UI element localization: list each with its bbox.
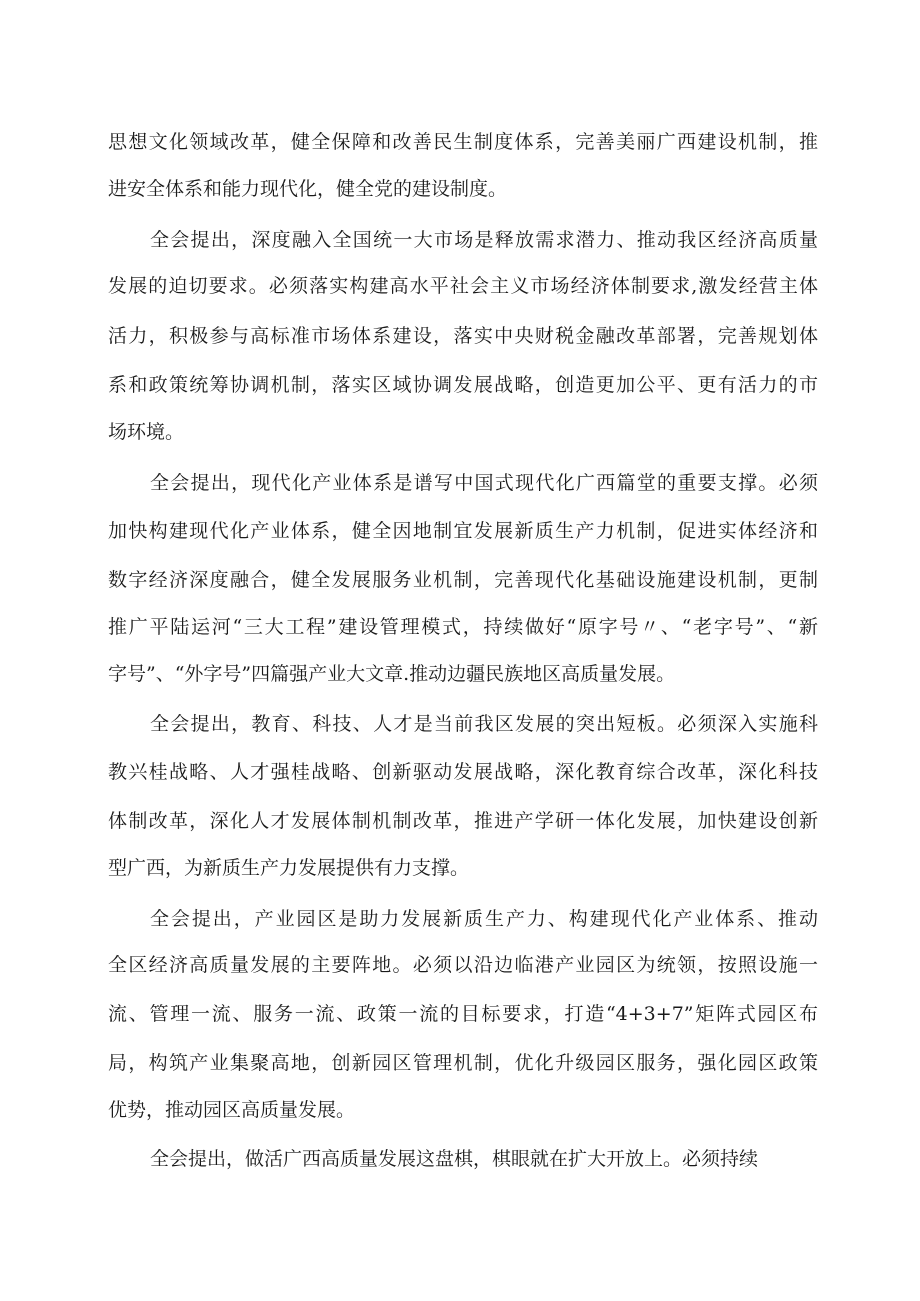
text-line: 型广西，为新质生产力发展提供有力支撑。 <box>108 857 470 879</box>
text-line: 发展的迫切要求。必须落实构建高水平社会主义市场经济体制要求,激发经营主体 <box>108 275 818 297</box>
text-line: 数字经济深度融合，健全发展服务业机制，完善现代化基础设施建设机制，更制 <box>108 569 818 591</box>
text-line: 活力，积极参与高标准市场体系建设，落实中央财税金融改革部署，完善规划体 <box>108 325 818 347</box>
text-line: 优势，推动园区高质量发展。 <box>108 1099 356 1121</box>
text-line: 加快构建现代化产业体系，健全因地制宜发展新质生产力机制，促进实体经济和 <box>108 520 818 542</box>
paragraph-start-line: 全会提出，教育、科技、人才是当前我区发展的突出短板。必须深入实施科 <box>150 713 818 735</box>
text-line: 思想文化领域改革，健全保障和改善民生制度体系，完善美丽广西建设机制，推 <box>108 131 818 153</box>
text-line: 系和政策统筹协调机制，落实区域协调发展战略，创造更加公平、更有活力的市 <box>108 374 818 396</box>
text-line: 字号”、“外字号”四篇强产业大文章.推动边疆民族地区高质量发展。 <box>108 663 676 685</box>
text-line: 进安全体系和能力现代化，健全党的建设制度。 <box>108 178 508 200</box>
text-line: 体制改革，深化人才发展体制机制改革，推进产学研一体化发展，加快建设创新 <box>108 810 818 832</box>
text-line: 教兴桂战略、人才强桂战略、创新驱动发展战略，深化教育综合改革，深化科技 <box>108 761 818 783</box>
text-line: 全区经济高质量发展的主要阵地。必须以沿边临港产业园区为统领，按照设施一 <box>108 954 818 976</box>
paragraph-start-line: 全会提出，深度融入全国统一大市场是释放需求潜力、推动我区经济高质量 <box>150 229 818 251</box>
text-line: 场环境。 <box>108 421 185 443</box>
text-line: 流、管理一流、服务一流、政策一流的目标要求，打造“4+3+7”矩阵式园区布 <box>108 1003 818 1025</box>
paragraph-start-line: 全会提出，产业园区是助力发展新质生产力、构建现代化产业体系、推动 <box>150 908 818 930</box>
paragraph-start-line: 全会提出，现代化产业体系是谱写中国式现代化广西篇堂的重要支撑。必须 <box>150 472 818 494</box>
paragraph-start-line: 全会提出，做活广西高质量发展这盘棋，棋眼就在扩大开放上。必须持续 <box>150 1148 759 1170</box>
text-line: 局，构筑产业集聚高地，创新园区管理机制，优化升级园区服务，强化园区政策 <box>108 1052 818 1074</box>
text-line: 推广平陆运河“三大工程”建设管理模式，持续做好“原字号〃、“老字号”、“新 <box>108 616 818 638</box>
